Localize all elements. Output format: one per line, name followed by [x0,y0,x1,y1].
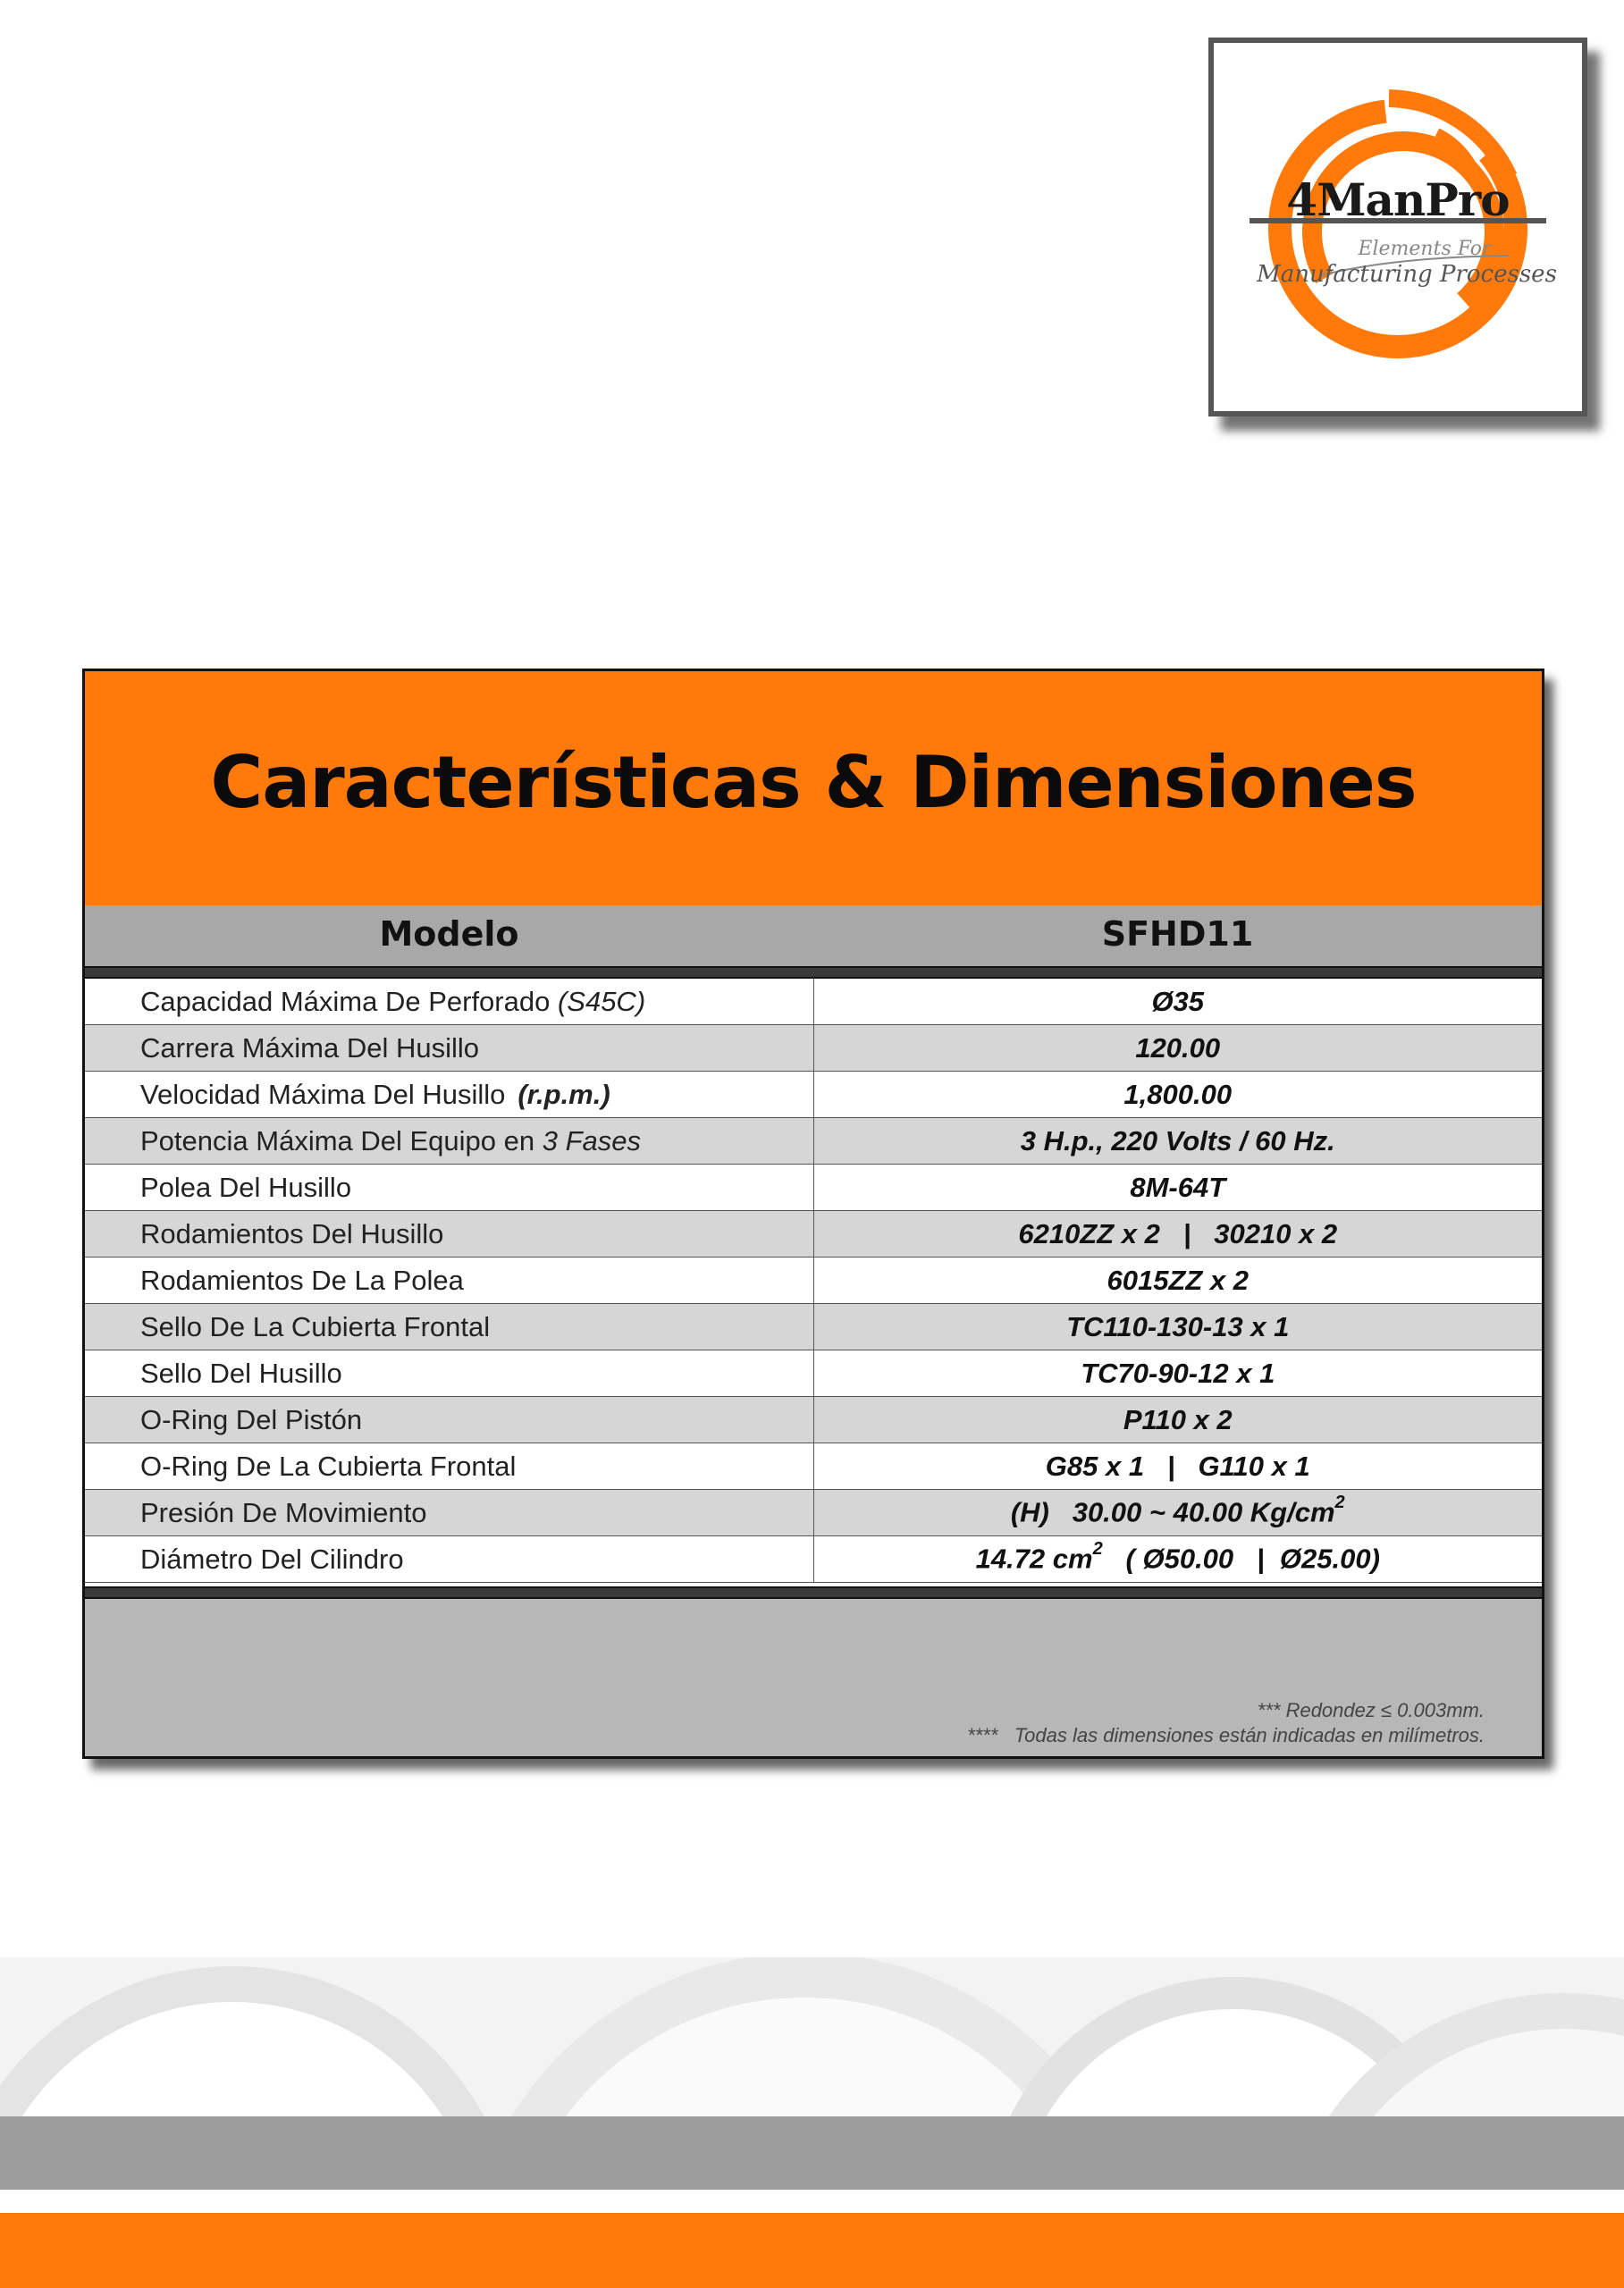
table-row [85,1536,1542,1583]
table-row [85,1397,1542,1443]
spec-label: Velocidad Máxima Del Husillo (r.p.m.) [85,1072,813,1118]
model-label: Modelo [379,914,519,954]
table-row [85,1118,1542,1165]
spec-label: Sello De La Cubierta Frontal [85,1304,813,1350]
spec-label: Diámetro Del Cilindro [85,1536,813,1583]
spec-label: Capacidad Máxima De Perforado (S45C) [85,979,813,1025]
table-row [85,1304,1542,1350]
table-row [85,1025,1542,1072]
spec-label: Polea Del Husillo [85,1165,813,1211]
table-row [85,979,1542,1025]
table-row [85,1490,1542,1536]
logo-ring-icon [1214,43,1582,411]
spec-value: 14.72 $cm^2$ ( Ø50.00 | Ø25.00) [813,1536,1542,1583]
spec-value: Ø35 [813,979,1542,1025]
spec-panel [82,669,1544,1759]
notes-band [85,1599,1542,1756]
spec-table [85,979,1542,1583]
panel-title: Características & Dimensiones [210,741,1417,824]
spec-value: P110 x 2 [813,1397,1542,1443]
spec-value: 1,800.00 [813,1072,1542,1118]
divider-top [85,966,1542,979]
spec-value: 6015ZZ x 2 [813,1258,1542,1304]
spec-label: Rodamientos Del Husillo [85,1211,813,1258]
logo-name: 4ManPro [1286,173,1510,226]
table-row [85,1165,1542,1211]
table-row [85,1211,1542,1258]
spec-value: 120.00 [813,1025,1542,1072]
table-row [85,1258,1542,1304]
model-header [85,905,1542,966]
spec-value: TC110-130-13 x 1 [813,1304,1542,1350]
divider-bottom [85,1586,1542,1599]
logo-tagline-2: Manufacturing Processes [1257,261,1557,288]
spec-value: (H) 30.00 ~ 40.00 $Kg/cm^2$ [813,1490,1542,1536]
table-row [85,1443,1542,1490]
spec-value: 6210ZZ x 2 | 30210 x 2 [813,1211,1542,1258]
model-value: SFHD11 [1101,914,1254,954]
title-band [85,671,1542,905]
spec-label: Rodamientos De La Polea [85,1258,813,1304]
spec-label: O-Ring De La Cubierta Frontal [85,1443,813,1490]
spec-value: G85 x 1 | G110 x 1 [813,1443,1542,1490]
company-logo [1208,38,1587,416]
logo-tagline-1: Elements For [1358,238,1492,260]
footer-decoration [0,1957,1624,2118]
spec-value: TC70-90-12 x 1 [813,1350,1542,1397]
spec-label: O-Ring Del Pistón [85,1397,813,1443]
spec-label: Presión De Movimiento [85,1490,813,1536]
spec-label: Potencia Máxima Del Equipo en 3 Fases [85,1118,813,1165]
note-units: **** Todas las dimensiones están indicadas en milímetros. [967,1724,1485,1746]
note-roundness: *** Redondez ≤ 0.003mm. [1257,1699,1485,1721]
spec-value: 8M-64T [813,1165,1542,1211]
footer-grey-band [0,2116,1624,2190]
footer-orange-band [0,2213,1624,2288]
spec-label: Carrera Máxima Del Husillo [85,1025,813,1072]
table-row [85,1350,1542,1397]
spec-value: 3 H.p., 220 Volts / 60 Hz. [813,1118,1542,1165]
spec-label: Sello Del Husillo [85,1350,813,1397]
table-row [85,1072,1542,1118]
